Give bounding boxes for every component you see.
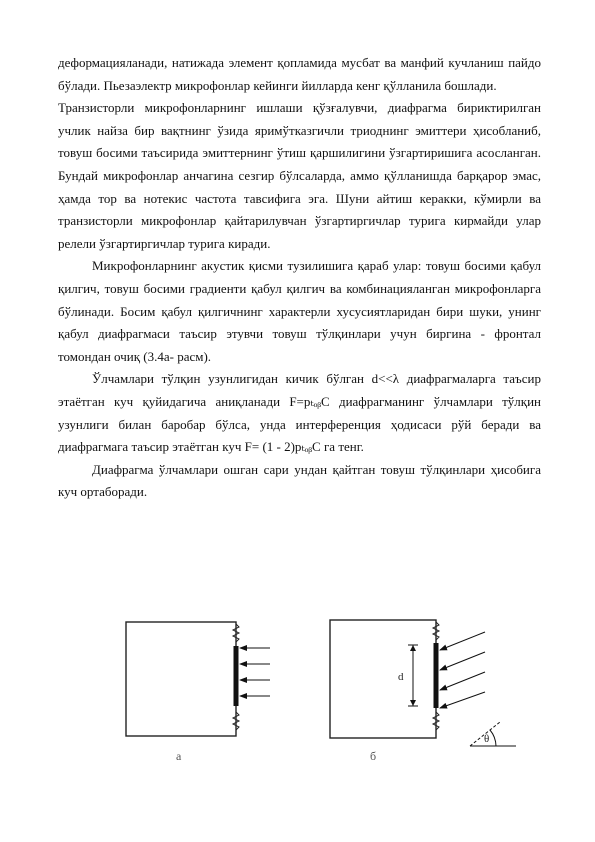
paragraph-1: деформацияланади, натижада элемент қопламида мусбат ва манфий кучланиш пайдо бўлади. Пьезаэлектр микрофонлар кейинги йилларда кенг қўлланила бошлади. [58, 55, 541, 93]
figure-b-dimension-label: d [398, 671, 404, 683]
figure-a-housing [126, 622, 236, 736]
figure-b-arrow-1 [440, 632, 485, 650]
figure-b-arrow-4 [440, 692, 485, 708]
paragraph-3: Микрофонларнинг акустик қисми тузилишига қараб улар: товуш босими қабул қилгич, товуш босими градиенти қабул қилгич ва комбинацияланган микрофонларга бўлинади. Босим қабул қилгичнинг характерли хусусиятларидан бири шуки, унинг қабул диафрагмаси таъсир этувчи товуш тўлқинлари учун биргина - фронтал томондан очиқ (3.4а- расм). [58, 258, 541, 364]
figure-b-angle-label: θ [484, 733, 490, 745]
figure-a-pressure-receiver [126, 622, 270, 763]
paragraph-5: Диафрагма ўлчамлари ошган сари ундан қайтган товуш тўлқинлари ҳисобига куч ортаборади. [58, 461, 541, 500]
figure-b-arrow-3 [440, 672, 485, 690]
figure-b-housing [330, 620, 436, 738]
figure-b-pressure-receiver [330, 620, 516, 763]
figure-b-caption: б [370, 749, 377, 763]
figure-a-caption: а [176, 749, 182, 763]
figure-b-arrow-2 [440, 652, 485, 670]
figure-b-angle-arc [490, 730, 496, 746]
paragraph-2: Транзисторли микрофонларнинг ишлаши қўзғалувчи, диафрагма бириктирилган учлик найза бир вақтнинг ўзида яримўтказгичли триоднинг эмиттери ҳисобланиб, товуш босими таъсирида эмиттернинг ўтиш қаршилигини ўзгартиришига асосланган. Бундай микрофонлар анчагина сезгир бўлсаларда, аммо қўлланишда барқарор эмас, ҳамда тор ва нотекис частота тавсифига эга. Шуни айтиш керакки, кўмирли ва транзисторли микрофонлар қайтарилувчан ўзгартиргичлар турига кирмайди улар релели ўзгартиргичлар турига киради. [58, 100, 541, 251]
paragraph-4: Ўлчамлари тўлқин узунлигидан кичик бўлган d<<λ диафрагмаларга таъсир этаётган куч қуйидагича аниқланади F=pₜₒᵦC диафрагманинг ўлчамлари тўлқин узунлиги билан баробар бўлса, унда интерференция ҳодисаси рўй беради ва диафрагмага таъсир этаётган куч F= (1 - 2)pₜₒᵦC га тенг. [58, 371, 541, 455]
